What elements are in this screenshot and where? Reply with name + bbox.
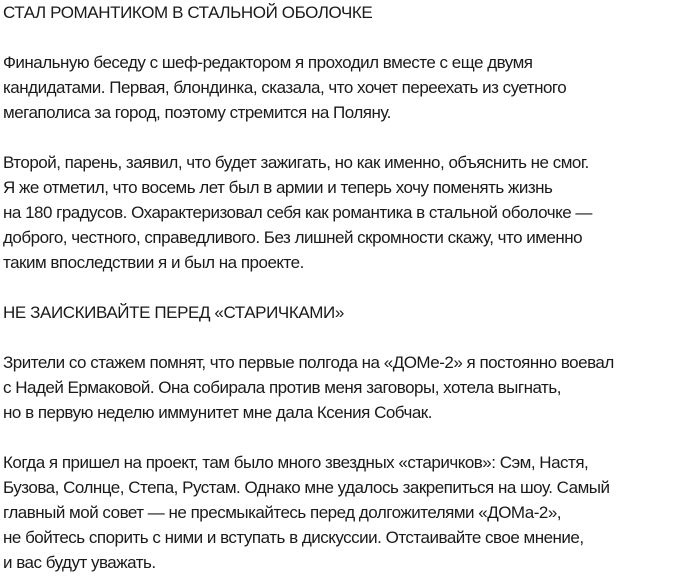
text-line: с Надей Ермаковой. Она собирала против меня заговоры, хотела выгнать, — [3, 378, 561, 397]
text-line: главный мой совет — не пресмыкайтесь перед долгожителями «ДОМа-2», — [3, 503, 562, 522]
paragraph-advice — [3, 450, 695, 575]
section-heading-oldtimers: НЕ ЗАИСКИВАЙТЕ ПЕРЕД «СТАРИЧКАМИ» — [3, 303, 344, 322]
paragraph-viewers — [3, 350, 695, 425]
text-line: мегаполиса за город, поэтому стремится на Поляну. — [3, 103, 391, 122]
text-line: Второй, парень, заявил, что будет зажигать, но как именно, объяснить не смог. — [3, 153, 589, 172]
text-line: но в первую неделю иммунитет мне дала Ксения Собчак. — [3, 403, 432, 422]
text-line: Финальную беседу с шеф-редактором я проходил вместе с еще двумя — [3, 53, 533, 72]
text-line: таким впоследствии я и был на проекте. — [3, 253, 304, 272]
text-line: не бойтесь спорить с ними и вступать в дискуссии. Отстаивайте свое мнение, — [3, 528, 584, 547]
text-line: Когда я пришел на проект, там было много звездных «старичков»: Сэм, Настя, — [3, 453, 589, 472]
text-line: кандидатами. Первая, блондинка, сказала, что хочет переехать из суетного — [3, 78, 567, 97]
text-line: Зрители со стажем помнят, что первые полгода на «ДОМе-2» я постоянно воевал — [3, 353, 614, 372]
text-line: и вас будут уважать. — [3, 553, 156, 572]
text-line: Бузова, Солнце, Степа, Рустам. Однако мне удалось закрепиться на шоу. Самый — [3, 478, 610, 497]
text-line: Я же отметил, что восемь лет был в армии и теперь хочу поменять жизнь — [3, 178, 553, 197]
text-line: доброго, честного, справедливого. Без лишней скромности скажу, что именно — [3, 228, 583, 247]
text-line: на 180 градусов. Охарактеризовал себя как романтика в стальной оболочке — — [3, 203, 592, 222]
paragraph-second-candidate — [3, 150, 695, 275]
section-heading-romantic: СТАЛ РОМАНТИКОМ В СТАЛЬНОЙ ОБОЛОЧКЕ — [3, 3, 373, 22]
paragraph-final-interview — [3, 50, 695, 125]
